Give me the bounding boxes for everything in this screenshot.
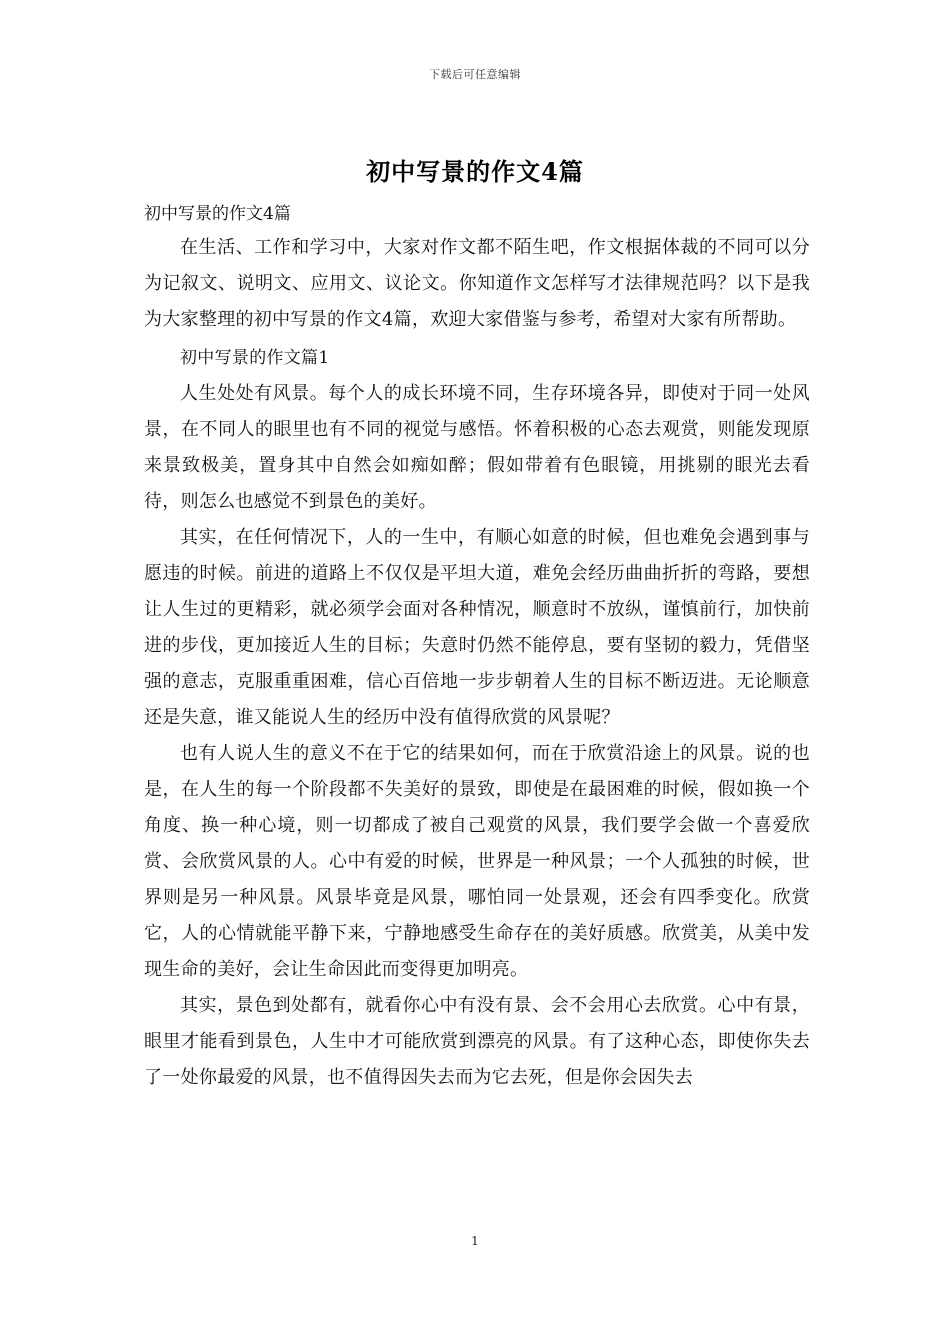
body-paragraph: 人生处处有风景。每个人的成长环境不同，生存环境各异，即使对于同一处风景，在不同人的眼里也有不同的视觉与感悟。怀着积极的心态去观赏，则能发现原来景致极美，置身其中自然会如痴如醉；假如带着有色眼镜，用挑剔的眼光去看待，则怎么也感觉不到景色的美好。 [144,383,810,512]
document-body [144,198,810,1096]
body-paragraph: 其实，景色到处都有，就看你心中有没有景、会不会用心去欣赏。心中有景，眼里才能看到景色，人生中才可能欣赏到漂亮的风景。有了这种心态，即使你失去了一处你最爱的风景，也不值得因失去而为它去死，但是你会因失去 [144,995,810,1088]
section-heading: 初中写景的作文篇1 [180,348,330,368]
page-header: 下载后可任意编辑 [429,68,521,81]
page-number: 1 [471,1234,479,1248]
intro-paragraph: 在生活、工作和学习中，大家对作文都不陌生吧，作文根据体裁的不同可以分为记叙文、说明文、应用文、议论文。你知道作文怎样写才法律规范吗？以下是我为大家整理的初中写景的作文4篇，欢迎大家借鉴与参考，希望对大家有所帮助。 [144,237,810,330]
body-paragraph: 其实，在任何情况下，人的一生中，有顺心如意的时候，但也难免会遇到事与愿违的时候。前进的道路上不仅仅是平坦大道，难免会经历曲曲折折的弯路，要想让人生过的更精彩，就必须学会面对各种情况，顺意时不放纵，谨慎前行，加快前进的步伐，更加接近人生的目标；失意时仍然不能停息，要有坚韧的毅力，凭借坚强的意志，克服重重困难，信心百倍地一步步朝着人生的目标不断迈进。无论顺意还是失意，谁又能说人生的经历中没有值得欣赏的风景呢？ [144,527,810,728]
document-subtitle: 初中写景的作文4篇 [144,204,291,224]
document-title: 初中写景的作文4篇 [366,157,584,186]
body-paragraph: 也有人说人生的意义不在于它的结果如何，而在于欣赏沿途上的风景。说的也是，在人生的每一个阶段都不失美好的景致，即使是在最困难的时候，假如换一个角度、换一种心境，则一切都成了被自己观赏的风景，我们要学会做一个喜爱欣赏、会欣赏风景的人。心中有爱的时候，世界是一种风景；一个人孤独的时候，世界则是另一种风景。风景毕竟是风景，哪怕同一处景观，还会有四季变化。欣赏它，人的心情就能平静下来，宁静地感受生命存在的美好质感。欣赏美，从美中发现生命的美好，会让生命因此而变得更加明亮。 [144,743,810,980]
